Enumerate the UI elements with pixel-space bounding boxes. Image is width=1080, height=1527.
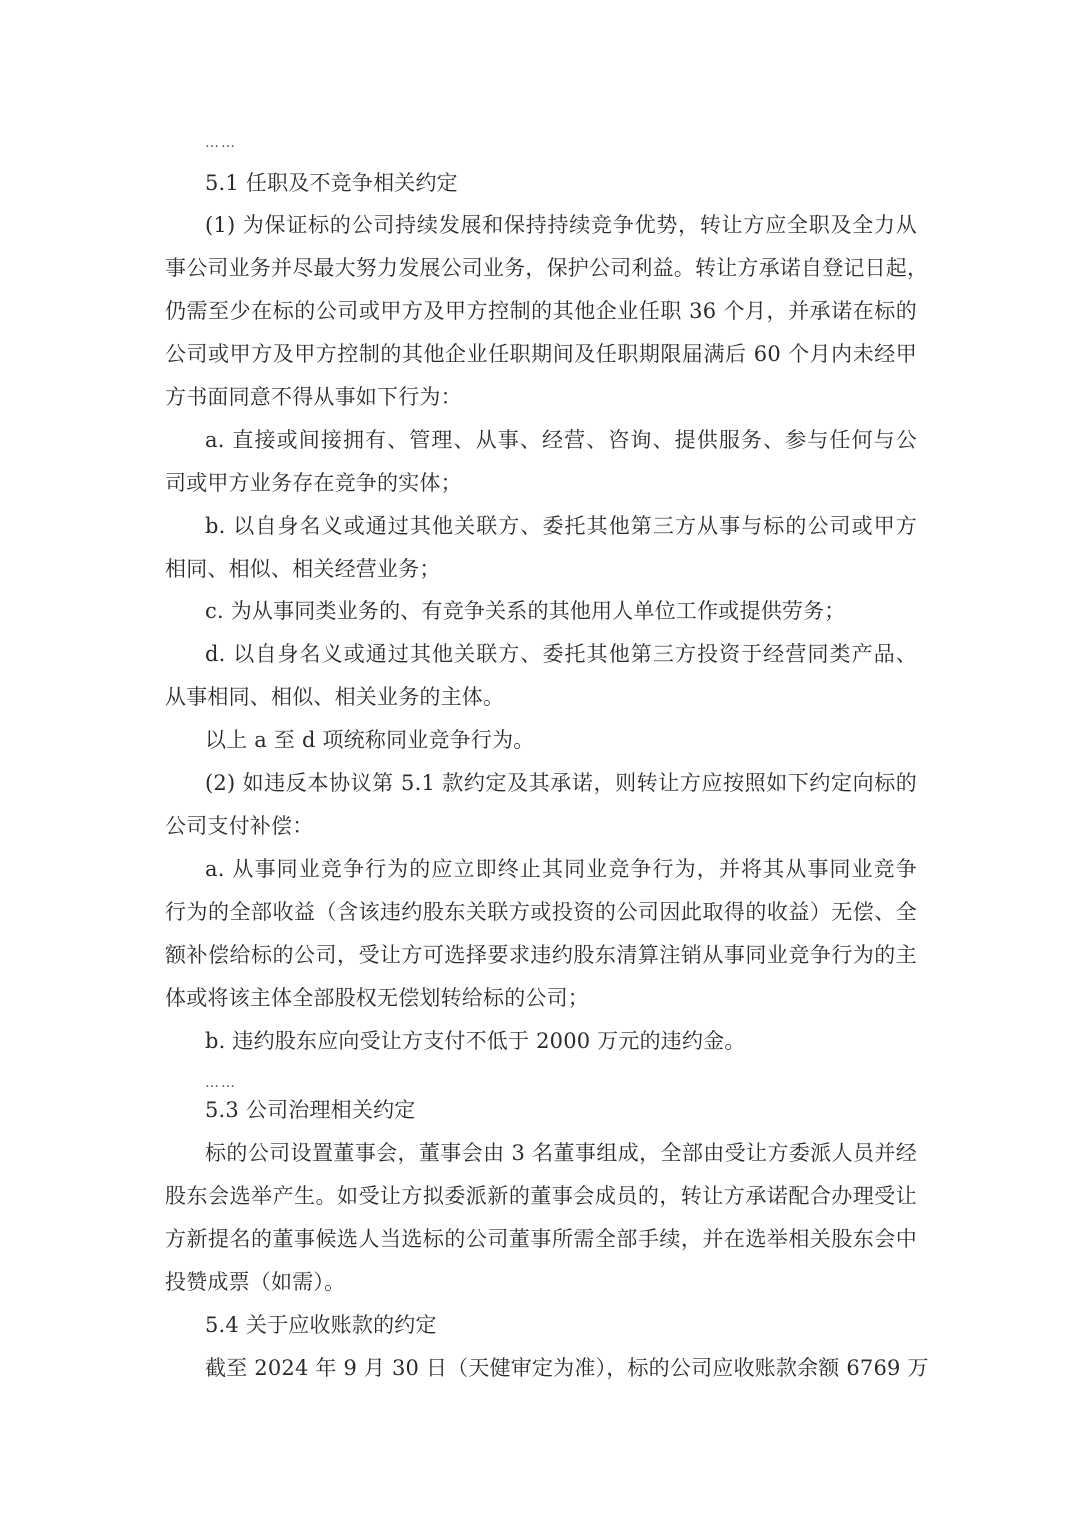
section-heading: 5.4 关于应收账款的约定 <box>205 1313 437 1337</box>
section-heading: 5.1 任职及不竞争相关约定 <box>205 171 458 195</box>
comp-item-a-cont: 行为的全部收益（含该违约股东关联方或投资的公司因此取得的收益）无偿、全 <box>165 900 917 924</box>
paragraph-line: 方书面同意不得从事如下行为： <box>165 385 462 409</box>
summary-line: 以上 a 至 d 项统称同业竞争行为。 <box>205 728 535 752</box>
comp-item-a-cont: 额补偿给标的公司，受让方可选择要求违约股东清算注销从事同业竞争行为的主 <box>165 943 917 967</box>
paragraph-line: 标的公司设置董事会，董事会由 3 名董事组成，全部由受让方委派人员并经 <box>205 1141 917 1165</box>
paragraph-line: 事公司业务并尽最大努力发展公司业务，保护公司利益。转让方承诺自登记日起， <box>165 256 929 280</box>
paragraph-line: 公司支付补偿： <box>165 814 314 838</box>
list-item-d-cont: 从事相同、相似、相关业务的主体。 <box>165 685 505 709</box>
comp-item-a: a. 从事同业竞争行为的应立即终止其同业竞争行为，并将其从事同业竞争 <box>205 857 917 881</box>
comp-item-b: b. 违约股东应向受让方支付不低于 2000 万元的违约金。 <box>205 1029 746 1053</box>
paragraph-line: (2) 如违反本协议第 5.1 款约定及其承诺，则转让方应按照如下约定向标的 <box>205 771 917 795</box>
list-item-d: d. 以自身名义或通过其他关联方、委托其他第三方投资于经营同类产品、 <box>205 642 917 666</box>
paragraph-line: (1) 为保证标的公司持续发展和保持持续竞争优势，转让方应全职及全力从 <box>205 213 917 237</box>
ellipsis: …… <box>205 135 237 151</box>
section-heading: 5.3 公司治理相关约定 <box>205 1098 416 1122</box>
list-item-b-cont: 相同、相似、相关经营业务； <box>165 557 441 581</box>
list-item-b: b. 以自身名义或通过其他关联方、委托其他第三方从事与标的公司或甲方 <box>205 514 917 538</box>
paragraph-line: 投赞成票（如需）。 <box>165 1270 346 1294</box>
paragraph-line: 方新提名的董事候选人当选标的公司董事所需全部手续，并在选举相关股东会中 <box>165 1227 917 1251</box>
paragraph-line: 仍需至少在标的公司或甲方及甲方控制的其他企业任职 36 个月，并承诺在标的 <box>165 299 917 323</box>
list-item-c: c. 为从事同类业务的、有竞争关系的其他用人单位工作或提供劳务； <box>205 599 846 623</box>
comp-item-a-cont: 体或将该主体全部股权无偿划转给标的公司； <box>165 986 589 1010</box>
paragraph-line: 截至 2024 年 9 月 30 日（天健审定为准），标的公司应收账款余额 6769 万 <box>205 1356 929 1380</box>
ellipsis: …… <box>205 1075 237 1091</box>
paragraph-line: 公司或甲方及甲方控制的其他企业任职期间及任职期限届满后 60 个月内未经甲 <box>165 342 917 366</box>
list-item-a-cont: 司或甲方业务存在竞争的实体； <box>165 471 462 495</box>
list-item-a: a. 直接或间接拥有、管理、从事、经营、咨询、提供服务、参与任何与公 <box>205 428 917 452</box>
paragraph-line: 股东会选举产生。如受让方拟委派新的董事会成员的，转让方承诺配合办理受让 <box>165 1184 917 1208</box>
